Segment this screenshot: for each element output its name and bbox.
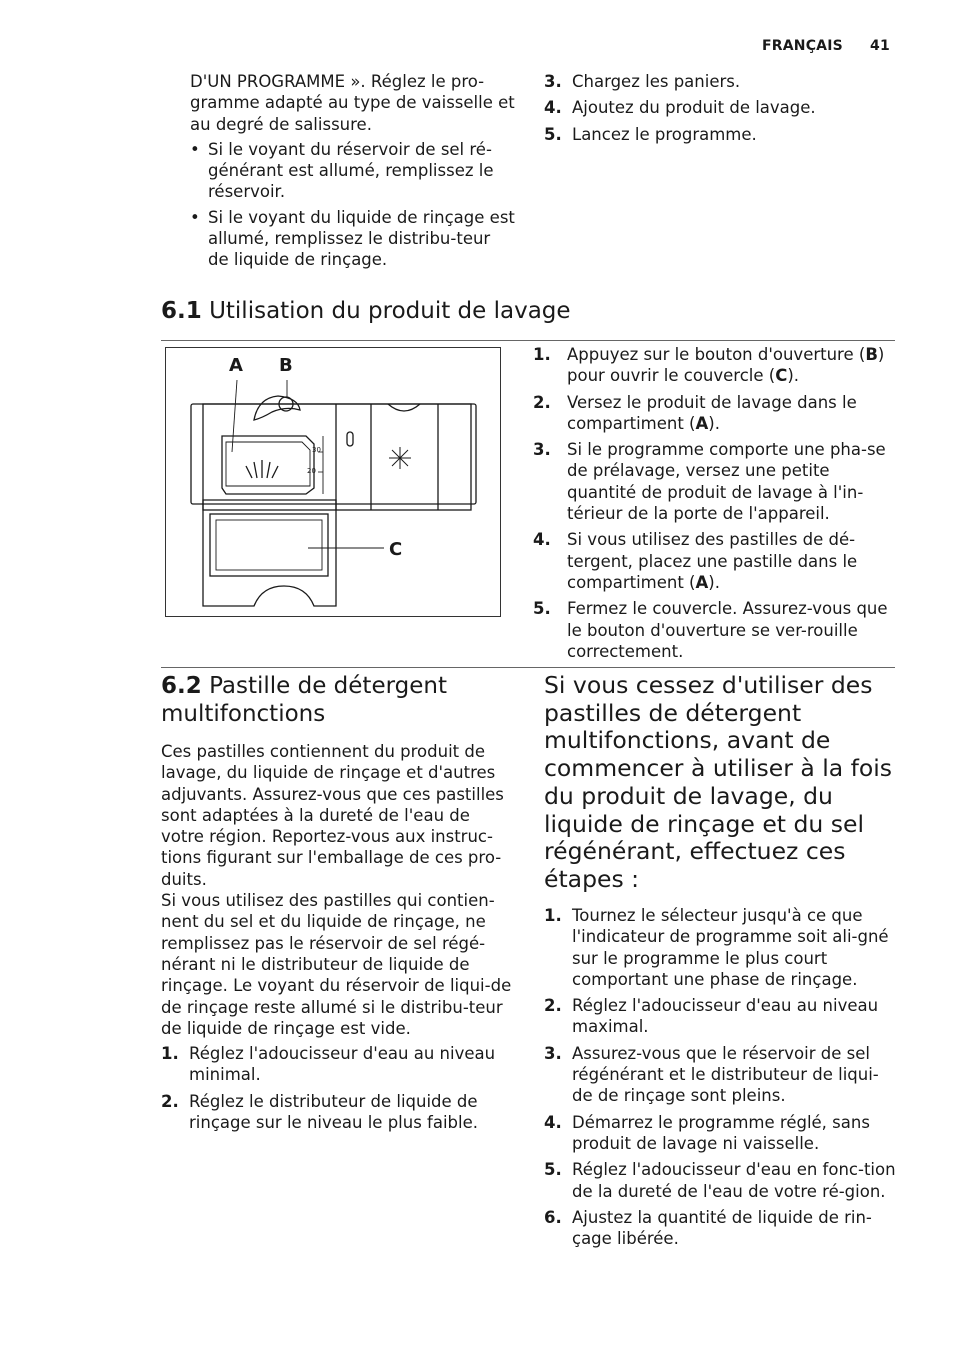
section-6-2-body: [161, 741, 516, 1138]
step-number: 1.: [161, 1044, 179, 1064]
step-text: Fermez le couvercle. Assurez-vous que le bouton d'ouverture se ver-rouille correctement.: [567, 599, 888, 661]
step-number: 2.: [533, 392, 551, 412]
section-6-2-heading: [161, 672, 511, 728]
list-item: [533, 598, 893, 662]
step-text: ).: [708, 413, 720, 433]
step-number: 5.: [533, 599, 551, 619]
step-text: Assurez-vous que le réservoir de sel régénérant et le distributeur de liqui-de de rinçage sont pleins.: [572, 1043, 879, 1106]
step-text: Lancez le programme.: [572, 124, 757, 144]
step-text: Versez le produit de lavage dans le compartiment (: [567, 392, 857, 433]
scale-30-label: 30: [312, 446, 321, 454]
step-text: Appuyez sur le bouton d'ouverture (: [567, 345, 866, 364]
step-text: Ajoutez du produit de lavage.: [572, 98, 816, 118]
ref-a: A: [695, 572, 709, 592]
list-item: [544, 905, 896, 990]
step-number: 4.: [544, 1112, 562, 1132]
list-item: [533, 439, 893, 524]
step-text: Si vous utilisez des pastilles de dé-tergent, placez une pastille dans le compartiment (: [567, 530, 858, 592]
section-title: Pastille de détergent multifonctions: [161, 673, 448, 727]
section-6-1-heading: [161, 297, 571, 325]
stop-tablets-steps: [544, 905, 896, 1254]
section-number: 6.2: [161, 673, 202, 699]
step-text: Réglez l'adoucisseur d'eau au niveau minimal.: [189, 1044, 496, 1085]
step-number: 6.: [544, 1207, 562, 1227]
list-item: [533, 392, 893, 435]
label-c: C: [389, 539, 403, 560]
detergent-dispenser-figure: [165, 347, 501, 617]
detergent-icon: [246, 460, 278, 478]
step-text: ).: [787, 366, 799, 386]
list-item: [544, 97, 894, 118]
list-item: [161, 1043, 516, 1086]
list-item: • Si le voyant du réservoir de sel ré-générant est allumé, remplissez le réservoir.: [190, 139, 515, 203]
ref-a: A: [695, 413, 709, 433]
step-number: 3.: [533, 440, 551, 460]
list-item: • Si le voyant du liquide de rinçage est allumé, remplissez le distribu-teur de liquide de rinçage.: [190, 207, 515, 271]
divider: [161, 340, 895, 341]
stop-tablets-heading: Si vous cessez d'utiliser des pastilles de détergent multifonctions, avant de commencer à utiliser à la fois du produit de lavage, du liquide de rinçage et du sel régénérant, effectuez ces étapes :: [544, 671, 893, 893]
section-number: 6.1: [161, 298, 202, 324]
step-text: Ajustez la quantité de liquide de rin-çage libérée.: [572, 1207, 872, 1249]
intro-paragraph: D'UN PROGRAMME ». Réglez le pro-gramme adapté au type de vaisselle et au degré de salissure.: [190, 72, 515, 134]
step-number: 1.: [533, 345, 551, 364]
paragraph: Ces pastilles contiennent du produit de lavage, du liquide de rinçage et d'autres adjuvants. Assurez-vous que ces pastilles sont adaptées à la dureté de l'eau de votre région. Reportez-vous aux instruc-tions figurant sur l'emballage de ces pro-duits.: [161, 742, 504, 889]
step-number: 2.: [161, 1091, 179, 1111]
ref-b: B: [865, 345, 878, 364]
step-text: Réglez l'adoucisseur d'eau au niveau maximal.: [572, 996, 879, 1037]
step-text: Si le programme comporte une pha-se de prélavage, versez une petite quantité de produit de lavage à l'in-térieur de la porte de l'appareil.: [567, 440, 886, 524]
step-text: Démarrez le programme réglé, sans produit de lavage ni vaisselle.: [572, 1112, 870, 1153]
dispenser-illustration: [166, 348, 500, 616]
header-section-label: FRANÇAIS: [762, 38, 843, 54]
intro-bullet-list: [190, 139, 515, 271]
list-item: [544, 124, 894, 145]
step-number: 5.: [544, 1160, 562, 1180]
scale-20-label: 20: [307, 467, 316, 475]
list-item: [544, 1112, 896, 1155]
step-number: 5.: [544, 124, 562, 144]
step-number: 3.: [544, 72, 562, 91]
step-number: 2.: [544, 996, 562, 1016]
step-text: Réglez le distributeur de liquide de rinçage sur le niveau le plus faible.: [189, 1091, 479, 1133]
step-number: 3.: [544, 1043, 562, 1063]
divider: [161, 667, 895, 668]
list-item: [544, 1159, 896, 1202]
list-item: [544, 1207, 896, 1250]
section-title: Utilisation du produit de lavage: [209, 298, 571, 324]
intro-left-column: [190, 71, 515, 271]
label-b: B: [279, 355, 293, 376]
list-item: [533, 344, 893, 387]
list-item: [544, 1043, 896, 1107]
step-text: ) pour ouvrir le couvercle (: [567, 345, 885, 386]
step-text: Chargez les paniers.: [572, 72, 741, 91]
section-6-2-steps: [161, 1043, 516, 1133]
list-item: [544, 71, 894, 92]
step-number: 4.: [544, 98, 562, 118]
intro-steps: [544, 71, 894, 145]
paragraph: Si vous utilisez des pastilles qui contien-nent du sel et du liquide de rinçage, ne remplissez pas le réservoir de sel régé-nérant ni le distributeur de liquide de rinçage. Le voyant du réservoir de liqui-de de rinçage reste allumé si le distribu-teur de liquide de rinçage est vide.: [161, 891, 512, 1038]
step-text: ).: [708, 572, 720, 592]
ref-c: C: [775, 366, 788, 386]
list-item: [544, 995, 896, 1038]
page-number: 41: [870, 38, 890, 54]
list-item: [533, 529, 893, 593]
step-number: 1.: [544, 906, 562, 925]
step-number: 4.: [533, 530, 551, 550]
list-item: [161, 1091, 516, 1134]
intro-right-column: [544, 71, 894, 150]
label-a: A: [229, 355, 243, 376]
step-text: Réglez l'adoucisseur d'eau en fonc-tion de la dureté de l'eau de votre ré-gion.: [572, 1160, 896, 1201]
section-6-1-steps: [533, 344, 893, 667]
step-text: Tournez le sélecteur jusqu'à ce que l'indicateur de programme soit ali-gné sur le programme le plus court comportant une phase de rinçage.: [572, 906, 889, 989]
